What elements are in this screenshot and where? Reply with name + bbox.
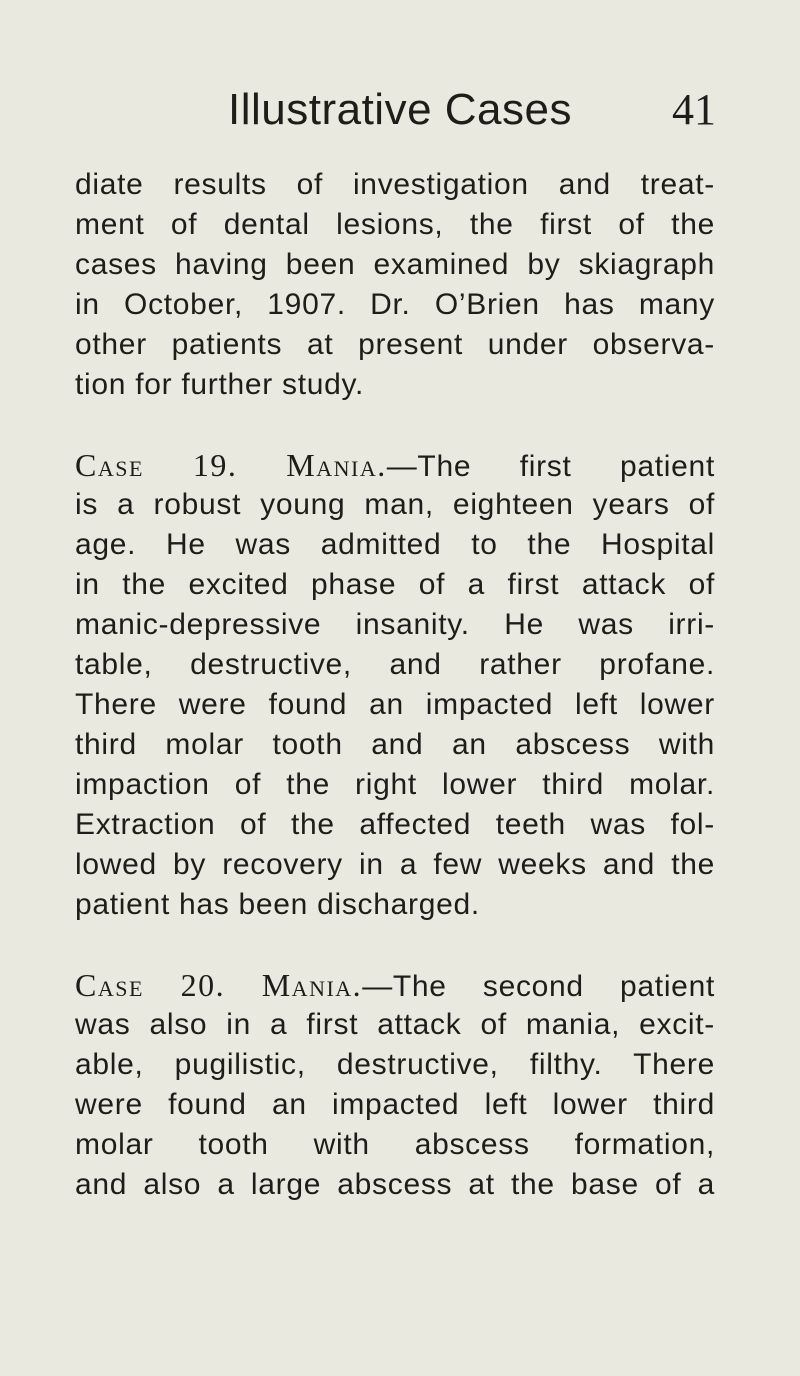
text-line: patient has been discharged.	[75, 888, 480, 921]
text-line: were found an impacted left lower third	[75, 1088, 715, 1121]
text-line: cases having been examined by skiagraph	[75, 248, 715, 281]
text-line: diate results of investigation and treat-	[75, 168, 715, 201]
text-line: in October, 1907. Dr. O’Brien has many	[75, 288, 715, 321]
paragraph-case-19	[75, 445, 715, 925]
case-heading-line	[75, 445, 715, 485]
text-line: and also a large abscess at the base of a	[75, 1168, 715, 1201]
text-line: in the excited phase of a first attack of	[75, 568, 715, 601]
case-heading-rest: —The first patient	[386, 450, 715, 483]
text-line: able, pugilistic, destructive, filthy. There	[75, 1048, 715, 1081]
text-line: was also in a first attack of mania, excit-	[75, 1008, 715, 1041]
text-line: age. He was admitted to the Hospital	[75, 528, 715, 561]
paragraph-gap	[75, 925, 715, 965]
running-head	[0, 80, 800, 140]
text-line: impaction of the right lower third molar.	[75, 768, 715, 801]
text-line: lowed by recovery in a few weeks and the	[75, 848, 715, 881]
case-heading-rest: —The second patient	[362, 970, 715, 1003]
paragraph-gap	[75, 405, 715, 445]
text-line: molar tooth with abscess formation,	[75, 1128, 715, 1161]
paragraph-case-20	[75, 965, 715, 1205]
case-label: Case 19. Mania.	[75, 447, 387, 483]
text-line: There were found an impacted left lower	[75, 688, 715, 721]
text-line: is a robust young man, eighteen years of	[75, 488, 715, 521]
text-line: ment of dental lesions, the first of the	[75, 208, 715, 241]
case-label: Case 20. Mania.	[75, 967, 363, 1003]
text-line: manic-depressive insanity. He was irri-	[75, 608, 715, 641]
body-text	[75, 165, 715, 1205]
text-line: tion for further study.	[75, 368, 365, 401]
text-line: third molar tooth and an abscess with	[75, 728, 715, 761]
page-number: 41	[672, 85, 716, 134]
text-line: table, destructive, and rather profane.	[75, 648, 715, 681]
running-title: Illustrative Cases	[227, 85, 572, 134]
paragraph-continuation	[75, 165, 715, 405]
text-line: other patients at present under observa-	[75, 328, 715, 361]
case-heading-line	[75, 965, 715, 1005]
text-line: Extraction of the affected teeth was fol-	[75, 808, 715, 841]
